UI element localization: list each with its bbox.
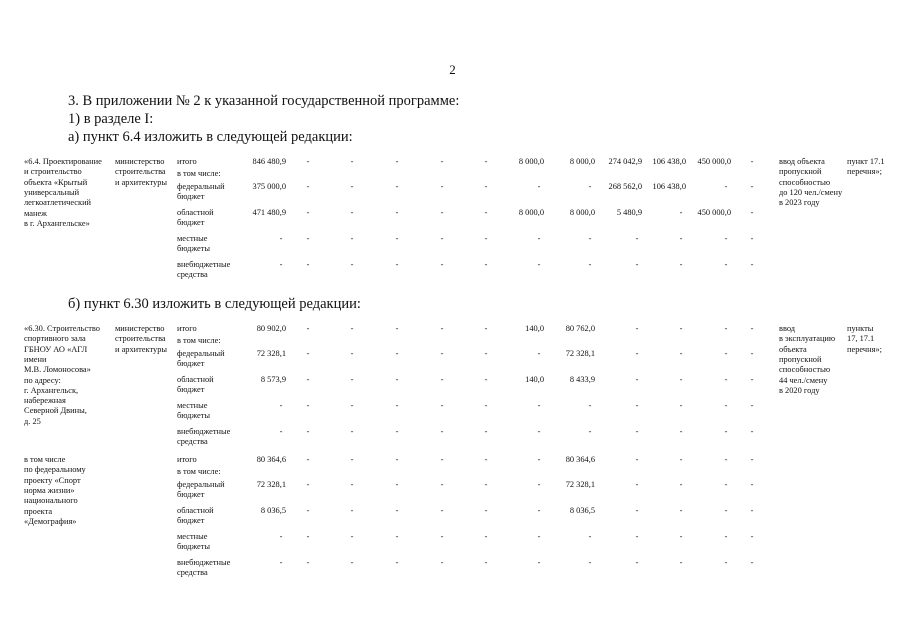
empty-cell-dash: - (306, 506, 310, 515)
table-cell-value: 450 000,0 (697, 208, 731, 217)
empty-cell-dash: - (679, 208, 683, 217)
funding-source-label: бюджеты (177, 542, 211, 552)
empty-cell-dash: - (750, 401, 754, 410)
empty-cell-dash: - (440, 480, 444, 489)
empty-cell-dash: - (395, 401, 399, 410)
empty-cell-dash: - (350, 260, 354, 269)
object-name: г. Архангельск, (24, 385, 79, 395)
empty-cell-dash: - (395, 182, 399, 191)
object-name: д. 25 (24, 416, 41, 426)
expected-result: в 2020 году (779, 385, 820, 395)
empty-cell-dash: - (635, 558, 639, 567)
funding-source-label: средства (177, 568, 208, 578)
object-name: и строительство (24, 167, 82, 177)
empty-cell-dash: - (484, 401, 488, 410)
empty-cell-dash: - (350, 455, 354, 464)
table-cell-value: 80 364,6 (256, 455, 286, 464)
empty-cell-dash: - (484, 260, 488, 269)
table-cell-value: 450 000,0 (697, 157, 731, 166)
empty-cell-dash: - (750, 260, 754, 269)
empty-cell-dash: - (635, 234, 639, 243)
empty-cell-dash: - (724, 506, 728, 515)
funding-source-label: итого (177, 455, 197, 464)
empty-cell-dash: - (750, 324, 754, 333)
empty-cell-dash: - (750, 182, 754, 191)
empty-cell-dash: - (395, 455, 399, 464)
empty-cell-dash: - (279, 401, 283, 410)
empty-cell-dash: - (537, 480, 541, 489)
executor-name: министерство (115, 324, 165, 333)
expected-result: ввод объекта (779, 157, 825, 166)
empty-cell-dash: - (395, 375, 399, 384)
empty-cell-dash: - (350, 234, 354, 243)
funding-source-label: внебюджетные (177, 260, 231, 269)
empty-cell-dash: - (635, 349, 639, 358)
empty-cell-dash: - (306, 324, 310, 333)
executor-name: и архитектуры (115, 177, 168, 187)
empty-cell-dash: - (750, 375, 754, 384)
expected-result: в 2023 году (779, 198, 820, 208)
empty-cell-dash: - (350, 208, 354, 217)
empty-cell-dash: - (679, 455, 683, 464)
empty-cell-dash: - (537, 234, 541, 243)
funding-source-label: внебюджетные (177, 558, 231, 567)
table-cell-value: 8 036,5 (260, 506, 286, 515)
table-cell-value: 140,0 (525, 324, 544, 333)
object-name: М.В. Ломоносова» (24, 365, 91, 375)
funding-source-label: внебюджетные (177, 427, 231, 436)
empty-cell-dash: - (279, 532, 283, 541)
empty-cell-dash: - (537, 349, 541, 358)
table-cell-value: 5 480,9 (616, 208, 642, 217)
funding-source-label: в том числе: (177, 467, 221, 476)
funding-source-label: местные (177, 401, 208, 410)
object-name: легкоатлетический (24, 198, 92, 208)
object-name: по адресу: (24, 375, 61, 385)
expected-result: объекта (779, 344, 807, 354)
funding-source-label: бюджеты (177, 411, 211, 421)
object-name: универсальный (24, 187, 80, 197)
list-reference: 17, 17.1 (847, 334, 875, 344)
empty-cell-dash: - (395, 506, 399, 515)
empty-cell-dash: - (306, 260, 310, 269)
expected-result: 44 чел./смену (779, 375, 828, 385)
empty-cell-dash: - (306, 558, 310, 567)
funding-source-label: федеральный (177, 480, 225, 489)
empty-cell-dash: - (724, 234, 728, 243)
empty-cell-dash: - (724, 480, 728, 489)
funding-source-label: в том числе: (177, 169, 221, 178)
empty-cell-dash: - (306, 182, 310, 191)
expected-result: в эксплуатацию (779, 334, 836, 344)
table-cell-value: 8 000,0 (569, 208, 595, 217)
empty-cell-dash: - (588, 234, 592, 243)
empty-cell-dash: - (484, 532, 488, 541)
empty-cell-dash: - (724, 558, 728, 567)
empty-cell-dash: - (440, 157, 444, 166)
empty-cell-dash: - (750, 506, 754, 515)
empty-cell-dash: - (484, 455, 488, 464)
executor-name: строительства (115, 334, 166, 344)
empty-cell-dash: - (750, 208, 754, 217)
table-cell-value: 846 480,9 (252, 157, 286, 166)
empty-cell-dash: - (350, 182, 354, 191)
heading-item-b: б) пункт 6.30 изложить в следующей редакции: (68, 296, 361, 312)
funding-source-label: бюджет (177, 516, 205, 526)
empty-cell-dash: - (724, 349, 728, 358)
funding-source-label: итого (177, 157, 197, 166)
empty-cell-dash: - (588, 532, 592, 541)
empty-cell-dash: - (350, 506, 354, 515)
object-name: «6.30. Строительство (24, 324, 100, 333)
table-cell-value: 471 480,9 (252, 208, 286, 217)
empty-cell-dash: - (350, 532, 354, 541)
empty-cell-dash: - (306, 157, 310, 166)
table-cell-value: 106 438,0 (652, 182, 686, 191)
object-name: объекта «Крытый (24, 177, 88, 187)
empty-cell-dash: - (750, 455, 754, 464)
empty-cell-dash: - (724, 260, 728, 269)
funding-source-label: средства (177, 270, 208, 280)
empty-cell-dash: - (635, 506, 639, 515)
empty-cell-dash: - (679, 506, 683, 515)
empty-cell-dash: - (724, 427, 728, 436)
empty-cell-dash: - (588, 260, 592, 269)
empty-cell-dash: - (537, 182, 541, 191)
empty-cell-dash: - (395, 532, 399, 541)
empty-cell-dash: - (395, 480, 399, 489)
empty-cell-dash: - (679, 558, 683, 567)
empty-cell-dash: - (484, 480, 488, 489)
funding-source-label: бюджет (177, 192, 205, 202)
empty-cell-dash: - (306, 349, 310, 358)
funding-source-label: бюджет (177, 490, 205, 500)
empty-cell-dash: - (750, 157, 754, 166)
empty-cell-dash: - (306, 427, 310, 436)
funding-source-label: областной (177, 375, 214, 384)
empty-cell-dash: - (635, 455, 639, 464)
empty-cell-dash: - (537, 427, 541, 436)
empty-cell-dash: - (440, 260, 444, 269)
list-reference: перечня»; (847, 344, 882, 354)
empty-cell-dash: - (395, 558, 399, 567)
empty-cell-dash: - (484, 349, 488, 358)
table-cell-value: 72 328,1 (256, 349, 286, 358)
funding-source-label: бюджет (177, 218, 205, 228)
table-cell-value: 140,0 (525, 375, 544, 384)
empty-cell-dash: - (588, 182, 592, 191)
empty-cell-dash: - (750, 349, 754, 358)
empty-cell-dash: - (484, 157, 488, 166)
empty-cell-dash: - (484, 506, 488, 515)
empty-cell-dash: - (635, 324, 639, 333)
funding-source-label: федеральный (177, 182, 225, 191)
empty-cell-dash: - (350, 427, 354, 436)
table-item-6-30 (0, 320, 905, 640)
empty-cell-dash: - (635, 532, 639, 541)
sub-object-name: в том числе (24, 455, 66, 464)
expected-result: способностью (779, 365, 831, 375)
funding-source-label: областной (177, 506, 214, 515)
executor-name: строительства (115, 167, 166, 177)
sub-object-name: норма жизни» (24, 485, 75, 495)
empty-cell-dash: - (635, 480, 639, 489)
empty-cell-dash: - (679, 260, 683, 269)
empty-cell-dash: - (484, 324, 488, 333)
empty-cell-dash: - (537, 532, 541, 541)
empty-cell-dash: - (724, 182, 728, 191)
empty-cell-dash: - (750, 427, 754, 436)
empty-cell-dash: - (484, 427, 488, 436)
empty-cell-dash: - (395, 208, 399, 217)
empty-cell-dash: - (440, 506, 444, 515)
empty-cell-dash: - (588, 401, 592, 410)
empty-cell-dash: - (724, 375, 728, 384)
empty-cell-dash: - (484, 234, 488, 243)
empty-cell-dash: - (440, 455, 444, 464)
table-item-6-4 (0, 153, 905, 283)
empty-cell-dash: - (635, 375, 639, 384)
object-name: набережная (24, 396, 66, 406)
page-number: 2 (449, 62, 456, 77)
empty-cell-dash: - (279, 427, 283, 436)
empty-cell-dash: - (679, 324, 683, 333)
table-cell-value: 8 000,0 (518, 157, 544, 166)
table-cell-value: 8 573,9 (260, 375, 286, 384)
table-cell-value: 375 000,0 (252, 182, 286, 191)
empty-cell-dash: - (537, 455, 541, 464)
table-cell-value: 80 762,0 (565, 324, 595, 333)
sub-object-name: «Демография» (24, 516, 77, 526)
sub-object-name: проекту «Спорт (24, 475, 81, 485)
table-cell-value: 268 562,0 (608, 182, 642, 191)
empty-cell-dash: - (350, 558, 354, 567)
object-name: спортивного зала (24, 334, 86, 344)
object-name: имени (24, 354, 47, 364)
empty-cell-dash: - (679, 480, 683, 489)
funding-source-label: итого (177, 324, 197, 333)
heading-item-a: а) пункт 6.4 изложить в следующей редакции: (68, 129, 353, 145)
empty-cell-dash: - (750, 558, 754, 567)
empty-cell-dash: - (537, 260, 541, 269)
list-reference: пункты (847, 324, 874, 333)
list-reference: перечня»; (847, 167, 882, 177)
sub-object-name: проекта (24, 506, 53, 516)
empty-cell-dash: - (350, 375, 354, 384)
empty-cell-dash: - (395, 427, 399, 436)
empty-cell-dash: - (440, 349, 444, 358)
empty-cell-dash: - (440, 234, 444, 243)
empty-cell-dash: - (679, 427, 683, 436)
object-name: манеж (24, 208, 47, 218)
empty-cell-dash: - (395, 234, 399, 243)
empty-cell-dash: - (537, 558, 541, 567)
sub-object-name: национального (24, 496, 78, 506)
table-cell-value: 8 433,9 (569, 375, 595, 384)
empty-cell-dash: - (679, 401, 683, 410)
empty-cell-dash: - (440, 532, 444, 541)
empty-cell-dash: - (350, 157, 354, 166)
expected-result: до 120 чел./смену (779, 187, 843, 197)
expected-result: ввод (779, 324, 796, 333)
funding-source-label: местные (177, 532, 208, 541)
empty-cell-dash: - (484, 208, 488, 217)
table-cell-value: 72 328,1 (565, 480, 595, 489)
empty-cell-dash: - (440, 427, 444, 436)
funding-source-label: областной (177, 208, 214, 217)
empty-cell-dash: - (440, 558, 444, 567)
empty-cell-dash: - (635, 260, 639, 269)
funding-source-label: средства (177, 437, 208, 447)
funding-source-label: бюджеты (177, 244, 211, 254)
empty-cell-dash: - (724, 324, 728, 333)
empty-cell-dash: - (679, 532, 683, 541)
funding-source-label: местные (177, 234, 208, 243)
empty-cell-dash: - (750, 532, 754, 541)
object-name: ГБНОУ АО «АГЛ (24, 344, 88, 354)
object-name: в г. Архангельске» (24, 218, 90, 228)
table-cell-value: 8 036,5 (569, 506, 595, 515)
table-cell-value: 72 328,1 (565, 349, 595, 358)
empty-cell-dash: - (537, 401, 541, 410)
table-cell-value: 8 000,0 (569, 157, 595, 166)
empty-cell-dash: - (350, 324, 354, 333)
empty-cell-dash: - (724, 455, 728, 464)
empty-cell-dash: - (350, 401, 354, 410)
empty-cell-dash: - (306, 234, 310, 243)
empty-cell-dash: - (484, 375, 488, 384)
object-name: Северной Двины, (24, 406, 87, 416)
table-cell-value: 80 364,6 (565, 455, 595, 464)
empty-cell-dash: - (484, 182, 488, 191)
empty-cell-dash: - (635, 401, 639, 410)
table-cell-value: 8 000,0 (518, 208, 544, 217)
expected-result: пропускной (779, 354, 822, 364)
empty-cell-dash: - (306, 375, 310, 384)
empty-cell-dash: - (679, 375, 683, 384)
heading-section: 1) в разделе I: (68, 111, 154, 127)
empty-cell-dash: - (306, 480, 310, 489)
funding-source-label: федеральный (177, 349, 225, 358)
empty-cell-dash: - (440, 375, 444, 384)
empty-cell-dash: - (635, 427, 639, 436)
table-cell-value: 106 438,0 (652, 157, 686, 166)
empty-cell-dash: - (306, 208, 310, 217)
empty-cell-dash: - (679, 234, 683, 243)
empty-cell-dash: - (306, 532, 310, 541)
empty-cell-dash: - (440, 401, 444, 410)
empty-cell-dash: - (588, 427, 592, 436)
list-reference: пункт 17.1 (847, 157, 885, 166)
empty-cell-dash: - (440, 208, 444, 217)
heading-annex: 3. В приложении № 2 к указанной государственной программе: (68, 93, 460, 109)
empty-cell-dash: - (724, 532, 728, 541)
empty-cell-dash: - (306, 401, 310, 410)
empty-cell-dash: - (440, 182, 444, 191)
executor-name: министерство (115, 157, 165, 166)
empty-cell-dash: - (279, 234, 283, 243)
empty-cell-dash: - (306, 455, 310, 464)
empty-cell-dash: - (395, 349, 399, 358)
funding-source-label: бюджет (177, 359, 205, 369)
empty-cell-dash: - (750, 480, 754, 489)
empty-cell-dash: - (350, 349, 354, 358)
object-name: «6.4. Проектирование (24, 157, 102, 166)
table-cell-value: 274 042,9 (608, 157, 642, 166)
funding-source-label: бюджет (177, 385, 205, 395)
executor-name: и архитектуры (115, 344, 168, 354)
table-cell-value: 72 328,1 (256, 480, 286, 489)
empty-cell-dash: - (679, 349, 683, 358)
empty-cell-dash: - (350, 480, 354, 489)
empty-cell-dash: - (750, 234, 754, 243)
empty-cell-dash: - (588, 558, 592, 567)
empty-cell-dash: - (395, 324, 399, 333)
empty-cell-dash: - (279, 260, 283, 269)
empty-cell-dash: - (395, 157, 399, 166)
empty-cell-dash: - (440, 324, 444, 333)
expected-result: пропускной (779, 167, 822, 177)
expected-result: способностью (779, 177, 831, 187)
empty-cell-dash: - (724, 401, 728, 410)
table-cell-value: 80 902,0 (256, 324, 286, 333)
funding-source-label: в том числе: (177, 336, 221, 345)
empty-cell-dash: - (279, 558, 283, 567)
empty-cell-dash: - (537, 506, 541, 515)
empty-cell-dash: - (395, 260, 399, 269)
sub-object-name: по федеральному (24, 465, 86, 475)
empty-cell-dash: - (484, 558, 488, 567)
